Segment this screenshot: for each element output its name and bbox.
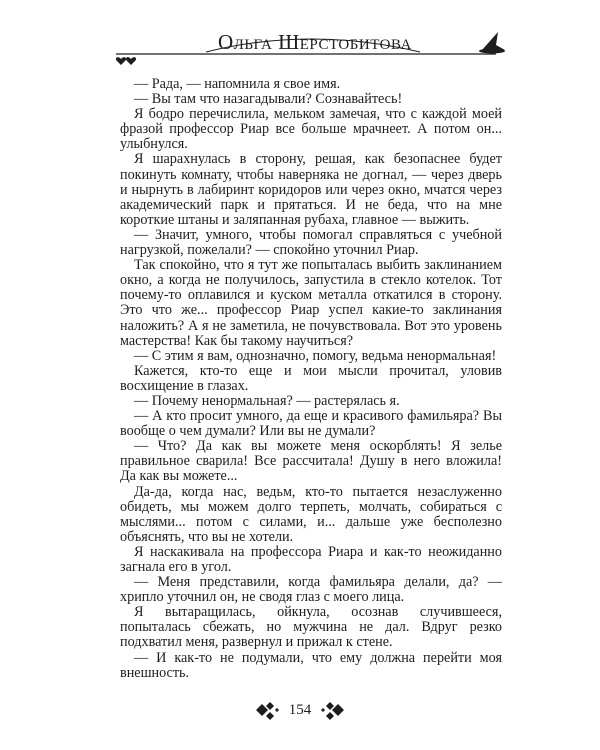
running-header (0, 0, 600, 80)
paragraph: — Почему ненормальная? — растерялась я. (134, 392, 400, 409)
heart-icon (116, 57, 126, 65)
paragraph: — А кто просит умного, да еще и красивого фамильяра? Вы вообще о чем думали? Или вы не думали? (120, 408, 502, 440)
paragraph: — Вы там что назагадывали? Сознавайтесь! (134, 91, 403, 108)
paragraph: — Что? Да как вы можете меня оскорблять! Я зелье правильное сварила! Все рассчитала! Душу в него вложила! Да как вы можете... (120, 438, 502, 485)
paragraph: Я наскакивала на профессора Риара и как-то неожиданно загнала его в угол. (120, 543, 502, 575)
heart-icon (126, 57, 136, 65)
page-footer (0, 698, 600, 728)
paragraph: Я шарахнулась в сторону, решая, как безопаснее будет покинуть комнату, чтобы наверняка не догнал, — через дверь и нырнуть в лабиринт коридоров или через окно, мчатся через академический парк и прятаться. И не беда, что на мне короткие штаны и заляпанная рубаха, главное — выжить. (120, 151, 502, 228)
paragraph: Так спокойно, что я тут же попыталась выбить заклинанием окно, а когда не получилось, запустила в стекло котелок. Тот почему-то оплавился и куском металла откатился в сторону. Это что же... профессор Риар успел какие-то заклинания наложить? А я не заметила, не почувствовала. Вот это уровень мастерства! Как бы такому научиться? (120, 257, 502, 349)
paragraph: — Значит, умного, чтобы помогал справляться с учебной нагрузкой, пожелали? — спокойно уточнил Риар. (120, 226, 502, 259)
author-name: Ольга Шерстобитова (218, 30, 412, 54)
page-number: 154 (288, 702, 312, 718)
paragraph: Кажется, кто-то еще и мои мысли прочитал, уловив восхищение в глазах. (120, 362, 502, 394)
body-text (120, 77, 502, 681)
paragraph: — Меня представили, когда фамильяра делали, да? — хрипло уточнил он, не сводя глаз с моего лица. (120, 574, 502, 606)
paragraph: Я вытаращилась, ойкнула, осознав случившееся, попыталась сбежать, но мужчина не дал. Вдруг резко подхватил меня, развернул и прижал к стене. (120, 604, 502, 651)
paragraph: — Рада, — напомнила я свое имя. (134, 76, 341, 92)
paragraph: — С этим я вам, однозначно, помогу, ведьма ненормальная! (134, 347, 497, 364)
paragraph: Да-да, когда нас, ведьм, кто-то пытается незаслуженно обидеть, мы можем долго терпеть, молчать, собираться с мыслями... потом с силами, и... дальше уже бесполезно объяснять, что вы не хотели. (120, 483, 502, 545)
witch-hat-icon (479, 32, 505, 54)
paragraph: — И как-то не подумали, что ему должна перейти моя внешность. (120, 649, 502, 681)
paragraph: Я бодро перечислила, мельком замечая, что с каждой моей фразой профессор Риар все больше мрачнеет. А потом он... улыбнулся. (120, 106, 502, 153)
